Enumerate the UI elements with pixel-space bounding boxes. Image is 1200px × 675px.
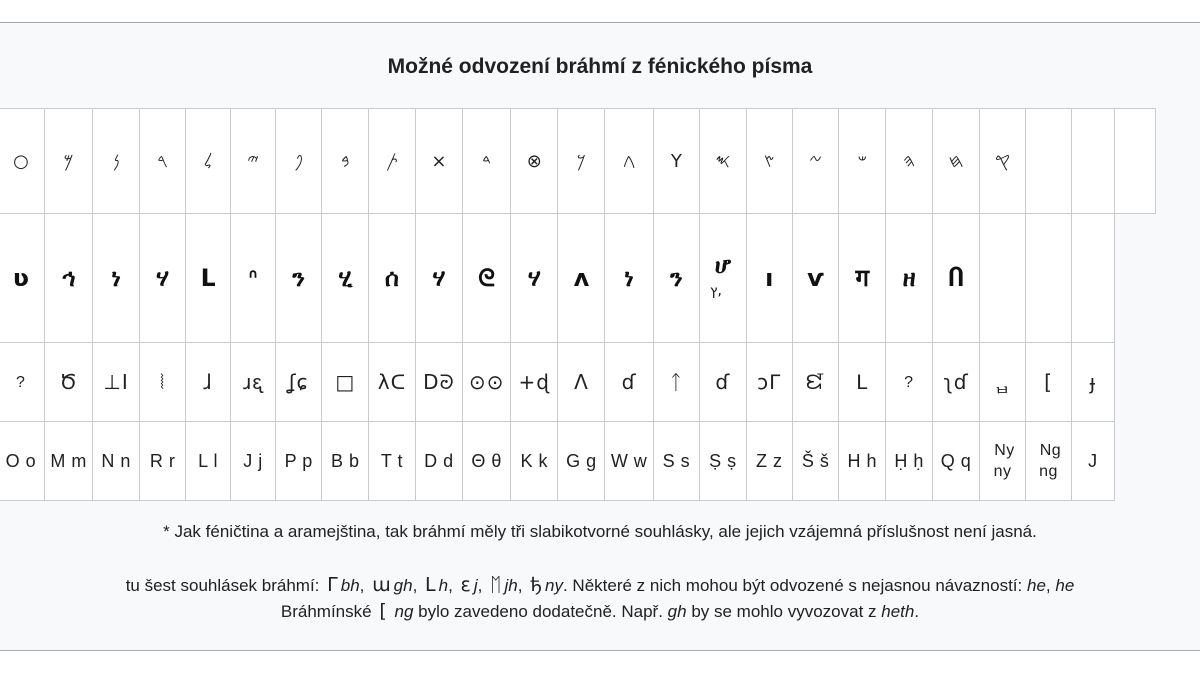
brahmi-glyph: ᒪ <box>856 370 869 394</box>
phoenician-glyph: 𐤁 <box>341 150 350 172</box>
latin-letter: B b <box>331 450 360 471</box>
aramaic-cell <box>933 214 980 343</box>
latin-letter: Q q <box>940 450 972 471</box>
phoenician-glyph: 𐤎 <box>715 150 731 172</box>
latin-cell <box>933 422 980 501</box>
aramaic-cell <box>186 214 231 343</box>
aramaic-glyph: Ⴖ <box>948 264 964 292</box>
phoenician-cell <box>369 109 416 214</box>
aramaic-cell <box>140 214 186 343</box>
phoenician-glyph: Y <box>670 150 682 172</box>
aramaic-cell <box>231 214 276 343</box>
latin-cell <box>231 422 276 501</box>
phoenician-glyph: 𐤓 <box>157 150 168 172</box>
phoenician-glyph: 𐤌 <box>63 150 74 172</box>
brahmi-glyph: Dᘒ <box>423 370 455 394</box>
phoenician-cell <box>700 109 746 214</box>
phoenician-cell <box>140 109 186 214</box>
brahmi-glyph: ɺ <box>203 370 213 394</box>
latin-letter: Z z <box>755 450 783 471</box>
consonant-glyph: ᒪ <box>425 574 436 596</box>
phoenician-glyph: 𐤃 <box>482 150 492 172</box>
consonant-glyph: ђ <box>530 574 543 596</box>
phoenician-cell <box>980 109 1026 214</box>
latin-cell <box>186 422 231 501</box>
aramaic-glyph: ग <box>855 264 869 292</box>
brahmi-cell <box>0 343 44 422</box>
brahmi-cell <box>140 343 186 422</box>
latin-cell <box>44 422 92 501</box>
aramaic-cell <box>511 214 558 343</box>
consonant-glyph: ε <box>460 574 471 596</box>
consonant-glyph: ɯ <box>372 574 391 596</box>
brahmi-glyph: ? <box>15 374 26 391</box>
phoenician-cell <box>653 109 699 214</box>
latin-letter: H h <box>847 450 877 471</box>
aramaic-cell <box>839 214 886 343</box>
consonant-he-a: he <box>1027 576 1046 595</box>
phoenician-cell <box>558 109 605 214</box>
latin-letter: Š š <box>801 450 830 471</box>
latin-letter: G g <box>566 450 597 471</box>
latin-cell <box>1072 422 1115 501</box>
consonant-label: h <box>438 576 449 595</box>
aramaic-cell <box>980 214 1026 343</box>
brahmi-cell <box>322 343 369 422</box>
latin-letter: Ṣ ṣ <box>709 450 737 471</box>
phoenician-glyph: 𐤉 <box>247 150 259 172</box>
row-aramaic <box>0 214 1156 343</box>
phoenician-glyph: 𐤔 <box>857 150 867 172</box>
consonant-label: jh <box>504 576 518 595</box>
latin-letter: P p <box>284 450 313 471</box>
latin-cell <box>415 422 462 501</box>
latin-cell <box>140 422 186 501</box>
phoenician-cell <box>511 109 558 214</box>
phoenician-cell <box>886 109 933 214</box>
footnote-consonants: tu šest souhlásek bráhmí: ᒥ bh, ɯ gh, ᒪ h, ε j, ᛖ jh, ђ ny. Některé z nich mohou být odvozené s nejasnou návazností: he, he <box>125 574 1075 596</box>
aramaic-cell <box>700 214 746 343</box>
latin-letter: J j <box>243 450 263 471</box>
latin-cell <box>511 422 558 501</box>
aramaic-cell <box>369 214 416 343</box>
latin-cell <box>746 422 792 501</box>
phoenician-cell <box>1072 109 1115 214</box>
brahmi-glyph: ⊙⊙ <box>468 370 505 394</box>
aramaic-cell <box>44 214 92 343</box>
brahmi-cell <box>700 343 746 422</box>
aramaic-glyph: ሆ <box>714 251 732 279</box>
brahmi-glyph: ͻᒥ <box>757 370 782 394</box>
derivation-table <box>0 108 1156 501</box>
latin-letter: D d <box>424 450 454 471</box>
brahmi-glyph: ⦚ <box>160 370 166 394</box>
aramaic-glyph: ኅ <box>61 264 76 292</box>
aramaic-glyph: ᒪ <box>200 264 216 292</box>
brahmi-glyph: ʅɗ <box>943 370 969 394</box>
brahmi-glyph: +ɖ <box>518 370 550 394</box>
phoenician-glyph: 𐤇 <box>948 150 964 172</box>
latin-letter: Ng ng <box>1039 442 1062 480</box>
aramaic-cell <box>653 214 699 343</box>
aramaic-glyph: ʋ <box>12 264 29 292</box>
brahmi-cell <box>186 343 231 422</box>
brahmi-cell <box>605 343 653 422</box>
row-brahmi <box>0 343 1156 422</box>
brahmi-glyph: λᑕ <box>377 370 407 394</box>
brahmi-glyph: ɹᶓ <box>243 369 263 394</box>
latin-cell <box>653 422 699 501</box>
brahmi-cell <box>746 343 792 422</box>
latin-cell <box>0 422 44 501</box>
brahmi-cell <box>839 343 886 422</box>
brahmi-glyph: □ <box>335 370 356 394</box>
aramaic-cell <box>605 214 653 343</box>
aramaic-glyph: ሰ <box>384 264 399 292</box>
aramaic-glyph: ı <box>765 264 774 292</box>
latin-letter: T t <box>380 450 404 471</box>
phoenician-cell <box>186 109 231 214</box>
ng-middle2: by se mohlo vyvozovat z <box>691 602 877 621</box>
phoenician-cell <box>1025 109 1071 214</box>
ng-end: . <box>914 602 920 621</box>
aramaic-cell <box>415 214 462 343</box>
phoenician-cell <box>322 109 369 214</box>
heth-label: heth <box>881 602 915 621</box>
phoenician-glyph: 𐤕 <box>386 150 398 172</box>
aramaic-cell <box>1025 214 1071 343</box>
aramaic-glyph: ነ <box>111 264 121 292</box>
phoenician-cell <box>792 109 838 214</box>
phoenician-cell <box>44 109 92 214</box>
brahmi-cell <box>511 343 558 422</box>
latin-letter: R r <box>149 450 176 471</box>
brahmi-cell <box>933 343 980 422</box>
brahmi-glyph: ᘿ <box>805 370 826 394</box>
row-phoenician <box>0 109 1156 214</box>
aramaic-cell <box>275 214 322 343</box>
aramaic-cell <box>886 214 933 343</box>
brahmi-cell <box>1025 343 1071 422</box>
aramaic-glyph: ነ <box>624 264 634 292</box>
phoenician-glyph: ○ <box>13 150 29 172</box>
phoenician-glyph: 𐤍 <box>112 150 120 172</box>
brahmi-cell <box>231 343 276 422</box>
aramaic-cell <box>0 214 44 343</box>
brahmi-cell <box>1072 343 1115 422</box>
gh-label: gh <box>667 602 687 621</box>
brahmi-cell <box>558 343 605 422</box>
phoenician-glyph: 𐤆 <box>809 150 822 172</box>
phoenician-cell <box>605 109 653 214</box>
phoenician-cell <box>1114 109 1155 214</box>
aramaic-glyph: ሂ <box>338 264 353 292</box>
consonants-suffix: . Některé z nich mohou být odvozené s nejasnou návazností: <box>562 576 1023 595</box>
aramaic-glyph: ሃ <box>432 264 446 292</box>
phoenician-glyph: 𐤒 <box>995 150 1011 172</box>
consonant-label: bh <box>340 576 360 595</box>
latin-cell <box>322 422 369 501</box>
aramaic-glyph: ᐢ <box>248 264 258 292</box>
brahmi-cell <box>463 343 511 422</box>
phoenician-cell <box>0 109 44 214</box>
consonant-label: j <box>473 576 478 595</box>
latin-letter: S s <box>662 450 691 471</box>
latin-cell <box>275 422 322 501</box>
aramaic-glyph: ᘓ <box>478 264 496 292</box>
latin-cell <box>463 422 511 501</box>
phoenician-glyph: 𐤊 <box>576 150 586 172</box>
brahmi-glyph: ᛏ <box>669 370 683 394</box>
aramaic-glyph-sub: ץ, <box>709 283 722 299</box>
latin-letter: M m <box>50 450 87 471</box>
row-latin <box>0 422 1156 501</box>
latin-cell <box>1025 422 1071 501</box>
aramaic-glyph: ሃ <box>527 264 541 292</box>
phoenician-glyph: × <box>431 150 447 172</box>
latin-cell <box>605 422 653 501</box>
brahmi-cell <box>653 343 699 422</box>
latin-letter: K k <box>520 450 548 471</box>
consonant-glyph: ᒥ <box>327 574 338 596</box>
aramaic-glyph: ѵ <box>807 264 824 292</box>
latin-cell <box>558 422 605 501</box>
latin-cell <box>839 422 886 501</box>
aramaic-cell <box>792 214 838 343</box>
latin-cell <box>886 422 933 501</box>
phoenician-cell <box>93 109 140 214</box>
consonant-he-b: he <box>1055 576 1075 595</box>
latin-cell <box>93 422 140 501</box>
table-title: Možné odvození bráhmí z fénického písma <box>387 55 813 78</box>
phoenician-cell <box>746 109 792 214</box>
brahmi-cell <box>415 343 462 422</box>
brahmi-cell <box>980 343 1026 422</box>
brahmi-glyph: ɗ <box>621 370 637 394</box>
consonants-prefix: tu šest souhlásek bráhmí: <box>125 576 320 595</box>
phoenician-glyph: 𐤂 <box>622 150 636 172</box>
brahmi-cell <box>886 343 933 422</box>
aramaic-glyph: ን <box>292 264 305 292</box>
brahmi-cell <box>44 343 92 422</box>
ng-label: ng <box>394 602 414 621</box>
brahmi-cell <box>93 343 140 422</box>
phoenician-cell <box>231 109 276 214</box>
latin-cell <box>369 422 416 501</box>
aramaic-cell <box>558 214 605 343</box>
phoenician-glyph: 𐤑 <box>763 150 775 172</box>
consonant-label: ny <box>545 576 563 595</box>
phoenician-cell <box>463 109 511 214</box>
latin-letter: Ḥ ḥ <box>894 450 924 471</box>
aramaic-glyph: ʌ <box>573 264 590 292</box>
phoenician-glyph: ⊗ <box>526 150 542 172</box>
aramaic-cell <box>93 214 140 343</box>
latin-cell <box>792 422 838 501</box>
latin-letter: N n <box>101 450 131 471</box>
ng-glyph: [ <box>379 600 387 622</box>
brahmi-glyph: ⊥I <box>103 370 129 394</box>
latin-letter: L l <box>198 450 219 471</box>
brahmi-glyph: ɟ <box>1089 370 1097 394</box>
phoenician-cell <box>415 109 462 214</box>
brahmi-cell <box>792 343 838 422</box>
aramaic-glyph: ዘ <box>902 264 916 292</box>
latin-cell <box>980 422 1026 501</box>
ng-prefix: Bráhmínské <box>280 602 372 621</box>
aramaic-cell <box>322 214 369 343</box>
aramaic-cell <box>463 214 511 343</box>
phoenician-glyph: 𐤄 <box>903 150 916 172</box>
brahmi-glyph: Ծ <box>59 370 78 394</box>
phoenician-glyph: 𐤐 <box>294 150 303 172</box>
brahmi-glyph: ᆸ <box>992 371 1013 396</box>
ng-middle: bylo zavedeno dodatečně. Např. <box>418 602 663 621</box>
aramaic-glyph: ን <box>670 264 683 292</box>
footnote-syllabic: * Jak féničtina a aramejština, tak bráhmí měly tři slabikotvorné souhlásky, ale jejich vzájemná příslušnost není jasná. <box>163 522 1037 541</box>
aramaic-cell <box>746 214 792 343</box>
brahmi-glyph: ɗ <box>715 370 731 394</box>
brahmi-glyph: [ <box>1044 370 1053 394</box>
phoenician-cell <box>933 109 980 214</box>
brahmi-glyph: ʆɕ <box>288 370 309 394</box>
latin-letter: W w <box>610 450 648 471</box>
phoenician-glyph: 𐤋 <box>203 150 213 172</box>
consonant-glyph: ᛖ <box>490 574 502 596</box>
footnote-ng <box>0 600 1200 622</box>
consonant-label: gh <box>393 576 413 595</box>
aramaic-glyph: ሃ <box>156 264 170 292</box>
brahmi-glyph: ? <box>904 374 915 391</box>
latin-letter: O o <box>5 450 37 471</box>
latin-letter: J <box>1088 450 1098 471</box>
latin-letter: Θ θ <box>471 450 502 471</box>
latin-letter: Ny ny <box>993 442 1015 480</box>
phoenician-cell <box>275 109 322 214</box>
aramaic-cell <box>1072 214 1115 343</box>
brahmi-glyph: Λ <box>574 370 589 394</box>
phoenician-cell <box>839 109 886 214</box>
brahmi-cell <box>369 343 416 422</box>
latin-cell <box>700 422 746 501</box>
brahmi-cell <box>275 343 322 422</box>
